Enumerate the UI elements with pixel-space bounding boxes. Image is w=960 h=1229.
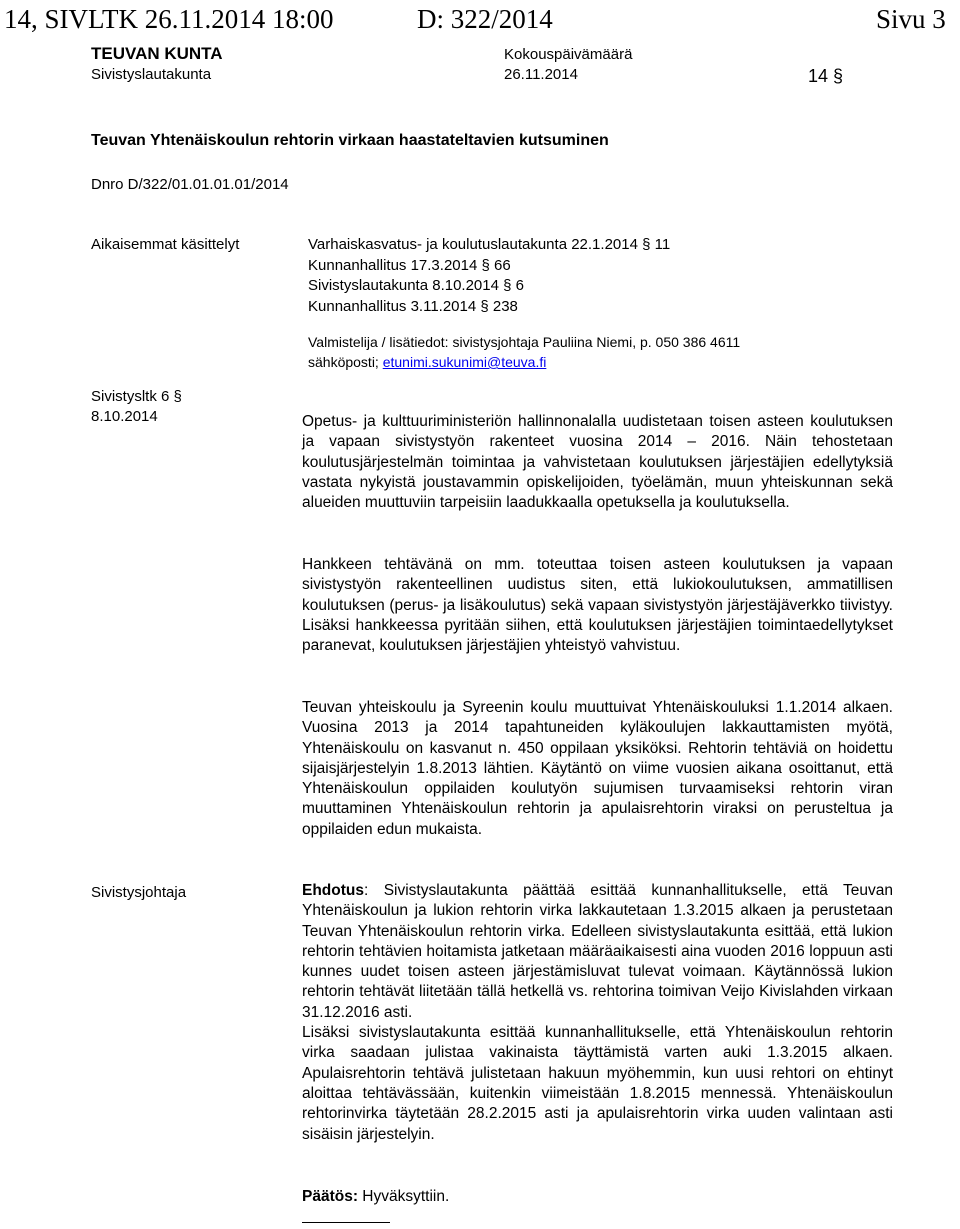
preparer-email-line [308,352,740,372]
previous-handlings-label: Aikaisemmat käsittelyt [91,236,240,253]
email-link[interactable]: etunimi.sukunimi@teuva.fi [382,354,547,370]
decision-text: Hyväksyttiin. [358,1188,450,1205]
preparer-line: Valmistelija / lisätiedot: sivistysjohtaja Pauliina Niemi, p. 050 386 4611 [308,334,741,350]
paragraph-reform: Opetus- ja kulttuuriministeriön hallinnonalalla uudistetaan toisen asteen koulutuksen ja vapaan sivistystyön rakenteet vuosina 2014 – 2016. Näin tehostetaan koulutusjärjestelmän toimintaa ja vahvistetaan koulutuksen järjestäjien edellytyksiä vastata nykyistä joustavammin opiskelijoiden, työelämän, muun yhteiskunnan sekä alueiden muuttuviin tarpeisiin laadukkaalla opetuksella ja koulutuksella. [302,413,893,512]
decision [302,1187,893,1207]
proposal-label: Ehdotus [302,882,364,899]
document-title: Teuvan Yhtenäiskoulun rehtorin virkaan haastateltavien kutsuminen [91,132,609,149]
decision-label: Päätös: [302,1188,358,1205]
paragraph-project: Hankkeen tehtävänä on mm. toteuttaa toisen asteen koulutuksen ja vapaan sivistystyön rakenteellinen uudistus siten, että lukiokoulutuksen, ammatillisen koulutuksen (perus- ja lisäkoulutus) sekä vapaan sivistystyön järjestäjäverkko tiivistyy. Lisäksi hankkeessa pyritään siihen, että koulutuksen järjestäjien toimintaedellytykset paranevat, koulutuksen järjestäjien yhteistyö vahvistuu. [302,556,893,655]
previous-board-reference: Sivistysltk 6 § [91,388,182,405]
meeting-date: 26.11.2014 [504,66,578,83]
paragraph-school-history: Teuvan yhteiskoulu ja Syreenin koulu muuttuivat Yhtenäiskouluksi 1.1.2014 alkaen. Vuosina 2013 ja 2014 tapahtuneiden kyläkoulujen lakkauttamisten myötä, Yhtenäiskoulu on kasvanut n. 450 oppilaan yksiköksi. Rehtorin tehtäviä on hoidettu sijaisjärjestelyin 1.8.2013 lähtien. Käytäntö on viime vuosien aikana osoittanut, että Yhtenäiskoulun oppilaiden koulutyön sujumisen turvaamiseksi rehtorin viran muuttaminen Yhtenäiskoulun rehtorin ja apulaisrehtorin viraksi on perusteltua ja oppilaiden edun mukaista. [302,699,893,838]
previous-board-date: 8.10.2014 [91,408,158,425]
previous-handling-item: Varhaiskasvatus- ja koulutuslautakunta 22.1.2014 § 11 [308,236,671,253]
page-header-document-number: D: 322/2014 [417,4,553,34]
page-header-left: 14, SIVLTK 26.11.2014 18:00 [4,4,334,34]
previous-handling-item: Kunnanhallitus 17.3.2014 § 66 [308,256,511,274]
paragraph-proposal: Ehdotus: Sivistyslautakunta päättää esittää kunnanhallitukselle, että Teuvan Yhtenäiskoulun ja lukion rehtorin virka lakkautetaan 1.3.2015 alkaen ja perustetaan Teuvan Yhtenäiskoulun rehtorin virka. Edelleen sivistyslautakunta esittää, että lukion rehtorin tehtävien hoitamista jatketaan määräaikaisesti aina vuoden 2016 loppuun asti kunnes uudet toisen asteen järjestämisluvat tulevat voimaan. Käytännössä lukion rehtorin tehtävät liitetään tällä hetkellä vs. rehtorina toimivan Veijo Kivislahden virkaan 31.12.2016 asti. Lisäksi sivistyslautakunta esittää kunnanhallitukselle, että Yhtenäiskoulun rehtorin virka saadaan julistaa vakinaista täyttämistä varten auki 1.3.2015 alkaen. Apulaisrehtorin tehtävä julistetaan hakuun myöhemmin, kun uusi rehtori on ehtinyt aloittaa tehtävässään, kuitenkin viimeistään 1.8.2015 mennessä. Yhtenäiskoulun rehtorinvirka täytetään 28.2.2015 asti ja apulaisrehtorin virka uuden valintaan asti sisäisin järjestelyin. [302,881,893,1145]
record-number: Dnro D/322/01.01.01.01/2014 [91,176,289,193]
page-header-page-number: Sivu 3 [876,4,946,34]
previous-handling-item: Kunnanhallitus 3.11.2014 § 238 [308,297,518,315]
paragraph-proposal-continued: Lisäksi sivistyslautakunta esittää kunnanhallitukselle, että Yhtenäiskoulun rehtorin virka saadaan julistaa vakinaista täyttämistä varten auki 1.3.2015 alkaen. Apulaisrehtorin tehtävä julistetaan hakuun myöhemmin, kun uusi rehtori on ehtinyt aloittaa tehtävässään, kuitenkin viimeistään 1.8.2015 mennessä. Yhtenäiskoulun rehtorinvirka täytetään 28.2.2015 asti ja apulaisrehtorin virka uuden valintaan asti sisäisin järjestelyin. [302,1024,893,1143]
signature-rule [302,1222,390,1223]
meeting-date-label: Kokouspäivämäärä [504,46,633,63]
organization-name: TEUVAN KUNTA [91,44,223,63]
proposer-role: Sivistysjohtaja [91,884,187,901]
previous-handling-item: Sivistyslautakunta 8.10.2014 § 6 [308,277,524,294]
board-name: Sivistyslautakunta [91,66,212,83]
email-label: sähköposti; [308,354,383,370]
previous-handlings-list [308,235,670,317]
preparer-info [308,332,740,372]
section-number: 14 § [808,66,844,86]
